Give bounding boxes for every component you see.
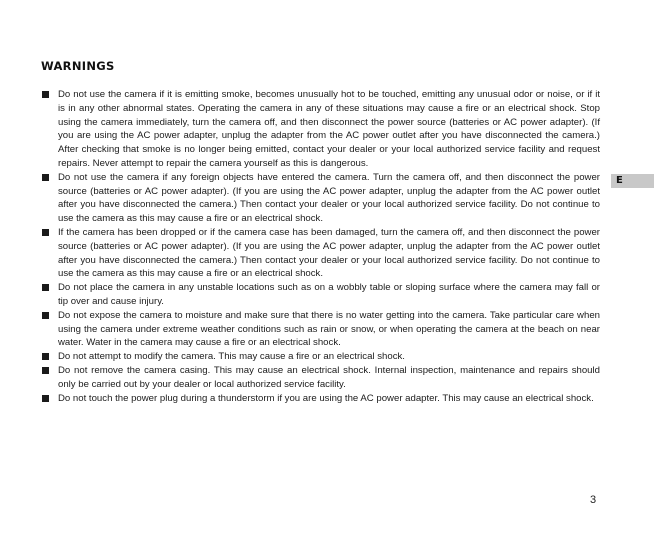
warning-item — [40, 171, 600, 226]
language-tab — [611, 174, 654, 188]
warning-text: Do not touch the power plug during a thunderstorm if you are using the AC power adapter. This may cause an electrical shock. — [58, 392, 594, 404]
square-bullet-icon — [42, 284, 49, 291]
warning-text: If the camera has been dropped or if the camera case has been damaged, turn the camera off, and then disconnect the power source (batteries or AC power adapter). (If you are using the AC power adapter, unplug the adapter from the AC power outlet after you have disconnected the camera.) Then contact your dealer or your local authorized service facility. Do not continue to use the camera as this may cause a fire or an electrical shock. — [58, 226, 600, 280]
section-heading: WARNINGS — [41, 59, 115, 73]
warning-item — [40, 392, 600, 406]
warning-text: Do not use the camera if it is emitting smoke, becomes unusually hot to be touched, emitting any unusual odor or noise, or if it is in any other abnormal states. Operating the camera in any of these situations may cause a fire or an electrical shock. Stop using the camera immediately, turn the camera off, and then disconnect the power source (batteries or AC power adapter). (If you are using the AC power adapter, unplug the adapter from the AC power outlet after you have disconnected the camera.) After checking that smoke is no longer being emitted, contact your dealer or your local authorized service facility and request repairs. Never attempt to repair the camera yourself as this is dangerous. — [58, 89, 600, 169]
warning-item — [40, 226, 600, 281]
warning-item — [40, 281, 600, 309]
warning-text: Do not remove the camera casing. This may cause an electrical shock. Internal inspection, maintenance and repairs should only be carried out by your dealer or local authorized service facility. — [58, 364, 600, 390]
square-bullet-icon — [42, 353, 49, 360]
warning-item — [40, 309, 600, 350]
square-bullet-icon — [42, 91, 49, 98]
warnings-list — [40, 88, 600, 405]
square-bullet-icon — [42, 312, 49, 319]
warning-text: Do not expose the camera to moisture and make sure that there is no water getting into the camera. Take particular care when using the camera under extreme weather conditions such as rain or snow, or when operating the camera at the beach on near water. Water in the camera may cause a fire or an electrical shock. — [58, 309, 600, 349]
warning-text: Do not attempt to modify the camera. This may cause a fire or an electrical shock. — [58, 351, 405, 363]
square-bullet-icon — [42, 367, 49, 374]
warning-item — [40, 364, 600, 392]
square-bullet-icon — [42, 395, 49, 402]
square-bullet-icon — [42, 229, 49, 236]
language-tab-label: E — [616, 175, 623, 186]
warning-text: Do not use the camera if any foreign objects have entered the camera. Turn the camera off, and then disconnect the power source (batteries or AC power adapter). (If you are using the AC power adapter, unplug the adapter from the AC power outlet after you have disconnected the camera.) Then contact your dealer or your local authorized service facility. Do not continue to use the camera as this may cause a fire or an electrical shock. — [58, 171, 600, 225]
page-number: 3 — [590, 494, 597, 506]
square-bullet-icon — [42, 174, 49, 181]
warning-item — [40, 88, 600, 171]
warning-item — [40, 350, 600, 364]
warning-text: Do not place the camera in any unstable locations such as on a wobbly table or sloping surface where the camera may fall or tip over and cause injury. — [58, 282, 600, 307]
